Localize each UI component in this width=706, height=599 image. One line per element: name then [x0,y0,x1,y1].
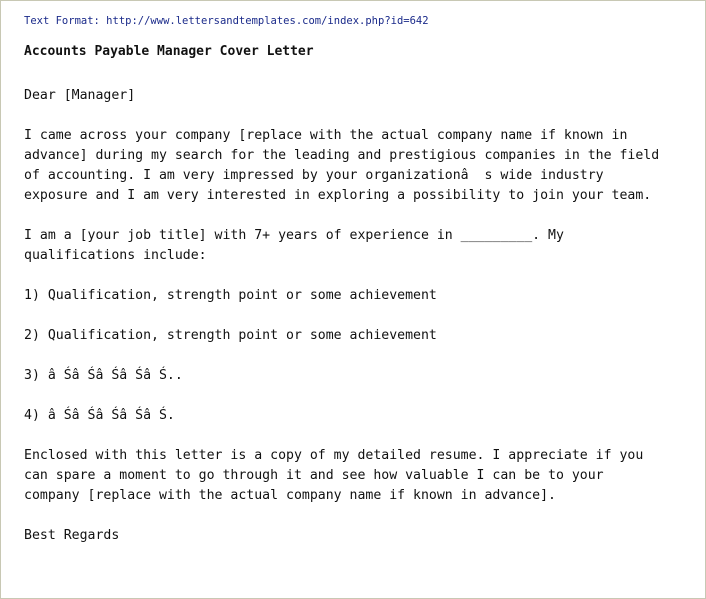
letter-title: Accounts Payable Manager Cover Letter [24,44,314,59]
qualification-item-1: 1) Qualification, strength point or some achievement [24,288,437,303]
qualification-item-3: 3) â Śâ Śâ Śâ Śâ Ś.. [24,368,183,383]
qualification-item-2: 2) Qualification, strength point or some achievement [24,328,437,343]
qualification-item-4: 4) â Śâ Śâ Śâ Śâ Ś. [24,408,175,423]
letter-body [24,86,694,566]
closing-paragraph: Enclosed with this letter is a copy of my detailed resume. I appreciate if you can spare a moment to go through it and see how valuable I can be to your company [replace with the actual company name if known in advance]. [24,448,644,503]
intro-paragraph: I came across your company [replace with the actual company name if known in advance] during my search for the leading and prestigious companies in the field of accounting. I am very impressed by your organizationâ s wide industry exposure and I am very interested in exploring a possibility to join your team. [24,128,660,203]
sign-off: Best Regards [24,528,120,543]
source-url-line: Text Format: http://www.lettersandtemplates.com/index.php?id=642 [24,15,429,27]
salutation: Dear [Manager] [24,88,136,103]
experience-paragraph: I am a [your job title] with 7+ years of experience in _________. My qualifications include: [24,228,564,263]
